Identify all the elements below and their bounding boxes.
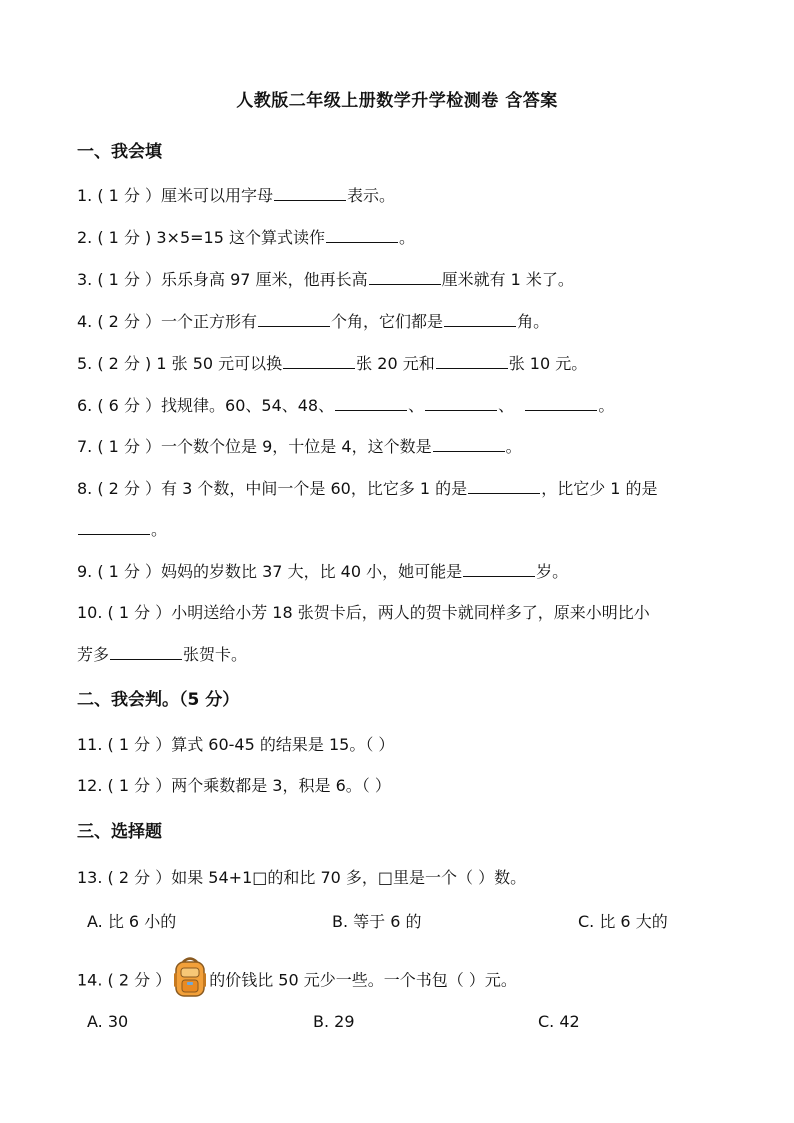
answer-blank[interactable] (283, 353, 355, 369)
page-title: 人教版二年级上册数学升学检测卷 含答案 (236, 91, 558, 111)
section-heading-judge: 二、我会判。（5 分） (77, 690, 240, 710)
answer-blank[interactable] (110, 644, 182, 660)
option-a[interactable]: A. 30 (87, 1012, 129, 1031)
question-9: 9. ( 1 分 ）妈妈的岁数比 37 大，比 40 小，她可能是 岁。 (77, 562, 569, 581)
question-11: 11. ( 1 分 ）算式 60-45 的结果是 15。（ ） (77, 735, 395, 754)
question-10-continued: 芳多 张贺卡。 (77, 645, 248, 664)
question-3: 3. ( 1 分 ）乐乐身高 97 厘米，他再长高 厘米就有 1 米了。 (77, 270, 574, 289)
answer-blank[interactable] (444, 311, 516, 327)
question-10: 10. ( 1 分 ）小明送给小芳 18 张贺卡后，两人的贺卡就同样多了，原来小明比小 (77, 603, 650, 622)
section-heading-fill: 一、我会填 (77, 142, 162, 162)
answer-blank[interactable] (433, 436, 505, 452)
answer-blank[interactable] (436, 353, 508, 369)
answer-blank[interactable] (468, 478, 540, 494)
answer-blank[interactable] (369, 269, 441, 285)
question-2: 2. ( 1 分 ) 3×5=15 这个算式读作 。 (77, 228, 415, 247)
question-14: 14. ( 2 分 ） 的价钱比 50 元少一些。一个书包（ ）元。 (77, 959, 517, 1003)
question-8-continued: 。 (77, 519, 167, 541)
section-heading-choice: 三、选择题 (77, 822, 162, 842)
answer-blank[interactable] (274, 185, 346, 201)
answer-blank[interactable] (335, 395, 407, 411)
answer-blank[interactable] (525, 395, 597, 411)
backpack-icon (173, 955, 207, 999)
option-a[interactable]: A. 比 6 小的 (87, 912, 177, 931)
option-c[interactable]: C. 比 6 大的 (578, 912, 668, 931)
question-8: 8. ( 2 分 ）有 3 个数，中间一个是 60，比它多 1 的是 ，比它少 1 的是 (77, 479, 658, 498)
option-b[interactable]: B. 29 (313, 1012, 355, 1031)
question-7: 7. ( 1 分 ）一个数个位是 9，十位是 4，这个数是 。 (77, 437, 522, 456)
question-5: 5. ( 2 分 ) 1 张 50 元可以换 张 20 元和 张 10 元。 (77, 354, 588, 373)
answer-blank[interactable] (258, 311, 330, 327)
question-12: 12. ( 1 分 ）两个乘数都是 3，积是 6。（ ） (77, 776, 391, 795)
option-b[interactable]: B. 等于 6 的 (332, 912, 422, 931)
question-13: 13. ( 2 分 ）如果 54+1□的和比 70 多，□里是一个（ ）数。 (77, 868, 527, 887)
answer-blank[interactable] (326, 227, 398, 243)
question-4: 4. ( 2 分 ）一个正方形有 个角，它们都是 角。 (77, 312, 550, 331)
question-1: 1. ( 1 分 ）厘米可以用字母 表示。 (77, 186, 396, 205)
answer-blank[interactable] (463, 561, 535, 577)
answer-blank[interactable] (78, 519, 150, 535)
option-c[interactable]: C. 42 (538, 1012, 580, 1031)
question-6: 6. ( 6 分 ）找规律。60、54、48、 、 、 。 (77, 396, 615, 415)
answer-blank[interactable] (425, 395, 497, 411)
